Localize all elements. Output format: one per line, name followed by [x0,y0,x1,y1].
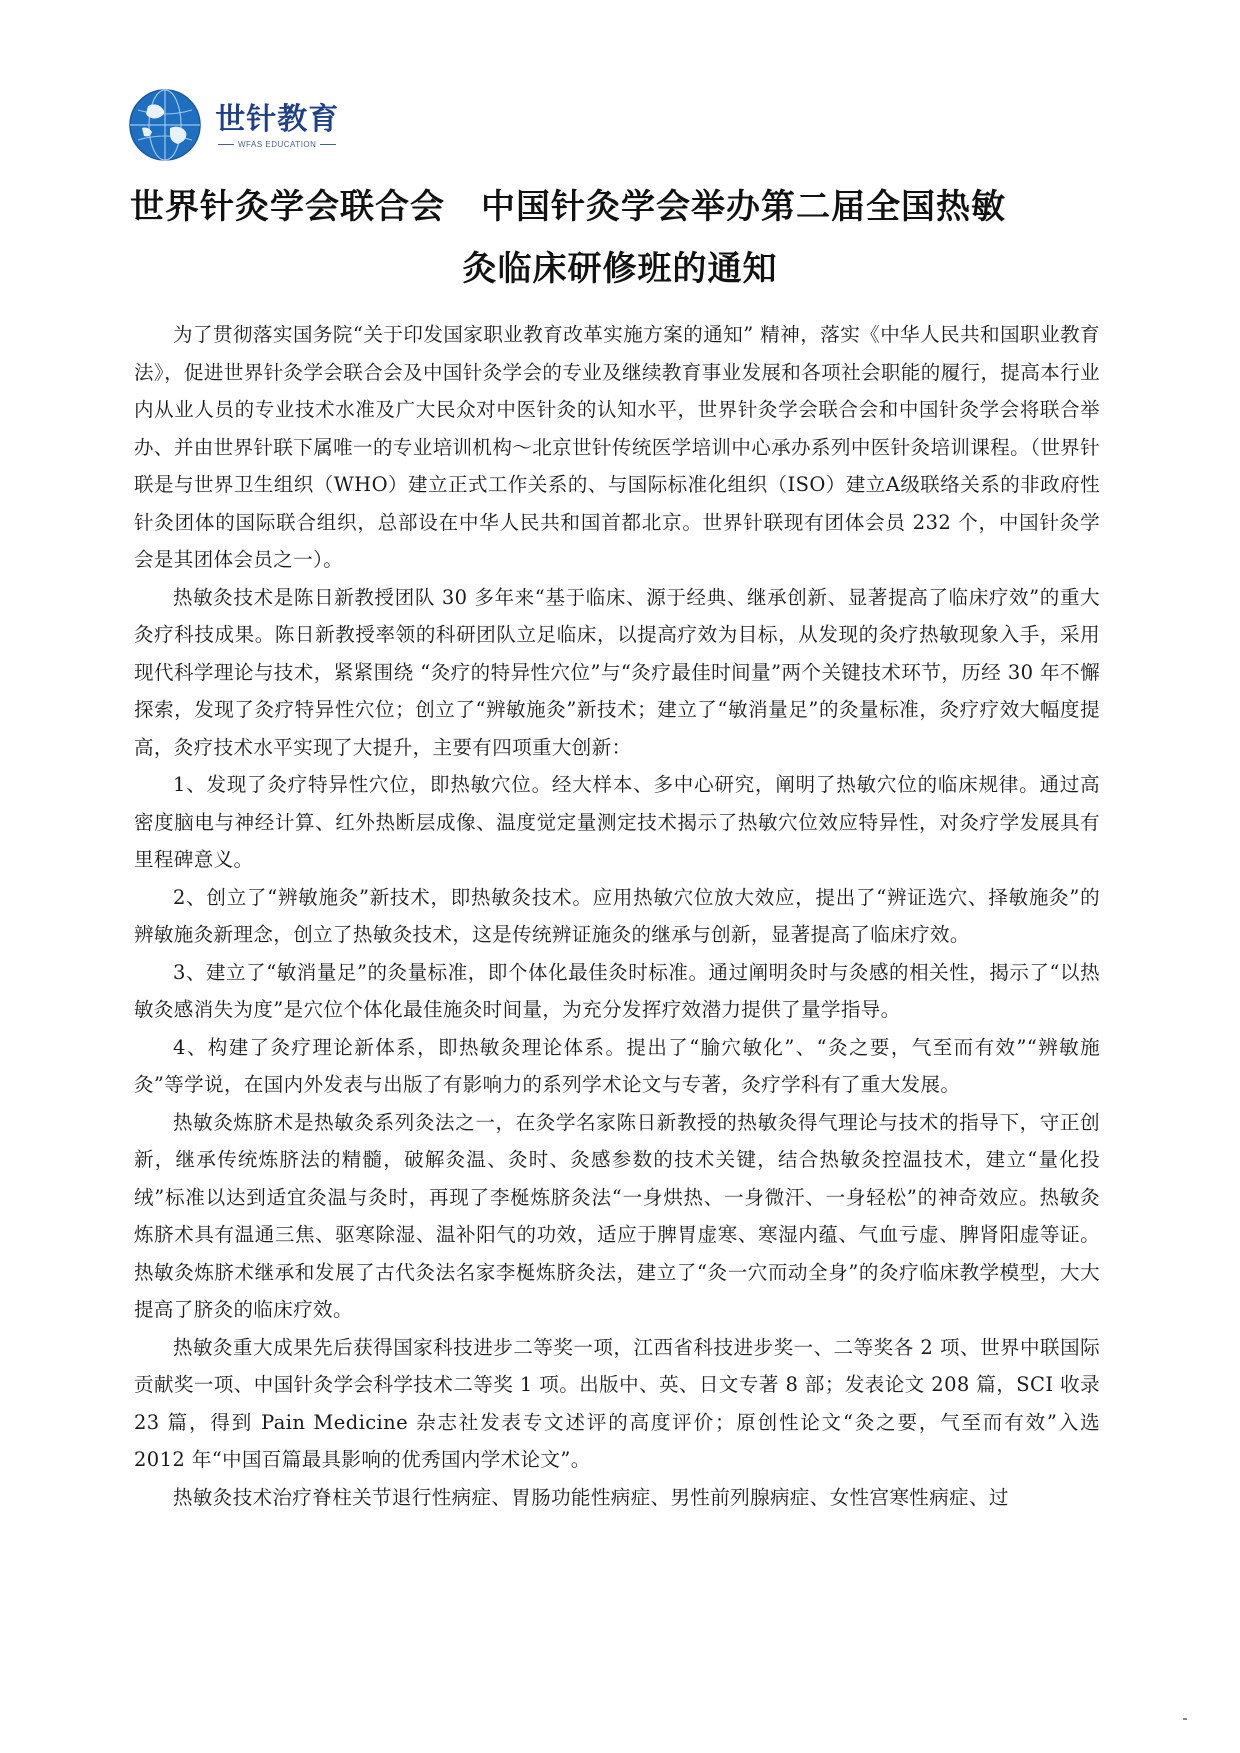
paragraph: 4、构建了灸疗理论新体系，即热敏灸理论体系。提出了“腧穴敏化”、“灸之要，气至而有效”“辨敏施灸”等学说，在国内外发表与出版了有影响力的系列学术论文与专著，灸疗学科有了重大发展。 [134,1035,1100,1096]
logo-chinese-name: 世针教育 [215,101,340,137]
title-part-b: 中国针灸学会举办第二届全国热敏 [481,187,1006,227]
logo-english-name: WFAS EDUCATION [214,140,340,149]
title-line-2: 灸临床研修班的通知 [462,249,778,289]
paragraph: 为了贯彻落实国务院“关于印发国家职业教育改革实施方案的通知” 精神，落实《中华人民共和国职业教育法》，促进世界针灸学会联合会及中国针灸学会的专业及继续教育事业发展和各项社会职能的履行，提高本行业内从业人员的专业技术水准及广大民众对中医针灸的认知水平，世界针灸学会联合会和中国针灸学会将联合举办、并由世界针联下属唯一的专业培训机构～北京世针传统医学培训中心承办系列中医针灸培训课程。（世界针联是与世界卫生组织（WHO）建立正式工作关系的、与国际标准化组织（ISO）建立A级联络关系的非政府性针灸团体的国际联合组织，总部设在中华人民共和国首都北京。世界针联现有团体会员 232 个，中国针灸学会是其团体会员之一）。 [134,323,1100,571]
document-title [130,176,1110,300]
title-line-1 [130,176,1110,238]
paragraph: 2、创立了“辨敏施灸”新技术，即热敏灸技术。应用热敏穴位放大效应，提出了“辨证选穴、择敏施灸”的辨敏施灸新理念，创立了热敏灸技术，这是传统辨证施灸的继承与创新，显著提高了临床疗效。 [134,885,1100,946]
paragraph: 热敏灸技术治疗脊柱关节退行性病症、胃肠功能性病症、男性前列腺病症、女性宫寒性病症、过 [173,1485,1009,1509]
logo [128,88,340,162]
paragraph: 1、发现了灸疗特异性穴位，即热敏穴位。经大样本、多中心研究，阐明了热敏穴位的临床规律。通过高密度脑电与神经计算、红外热断层成像、温度觉定量测定技术揭示了热敏穴位效应特异性，对灸疗学发展具有里程碑意义。 [134,773,1100,871]
logo-text [214,102,340,149]
document-body [134,316,1100,1516]
scan-mark [1183,1718,1187,1720]
title-part-a: 世界针灸学会联合会 [130,187,445,227]
paragraph: 热敏灸炼脐术是热敏灸系列灸法之一，在灸学名家陈日新教授的热敏灸得气理论与技术的指导下，守正创新，继承传统炼脐法的精髓，破解灸温、灸时、灸感参数的技术关键，结合热敏灸控温技术，建立“量化投绒”标准以达到适宜灸温与灸时，再现了李梴炼脐灸法“一身烘热、一身微汗、一身轻松”的神奇效应。热敏灸炼脐术具有温通三焦、驱寒除湿、温补阳气的功效，适应于脾胃虚寒、寒湿内蕴、气血亏虚、脾肾阳虚等证。热敏灸炼脐术继承和发展了古代灸法名家李梴炼脐灸法，建立了“灸一穴而动全身”的灸疗临床教学模型，大大提高了脐灸的临床疗效。 [134,1110,1100,1321]
globe-logo-icon [128,88,202,162]
paragraph: 3、建立了“敏消量足”的灸量标准，即个体化最佳灸时标准。通过阐明灸时与灸感的相关性，揭示了“以热敏灸感消失为度”是穴位个体化最佳施灸时间量，为充分发挥疗效潜力提供了量学指导。 [134,960,1100,1021]
paragraph: 热敏灸技术是陈日新教授团队 30 多年来“基于临床、源于经典、继承创新、显著提高了临床疗效”的重大灸疗科技成果。陈日新教授率领的科研团队立足临床，以提高疗效为目标，从发现的灸疗热敏现象入手，采用现代科学理论与技术，紧紧围绕 “灸疗的特异性穴位”与“灸疗最佳时间量”两个关键技术环节，历经 30 年不懈探索，发现了灸疗特异性穴位；创立了“辨敏施灸”新技术；建立了“敏消量足”的灸量标准，灸疗疗效大幅度提高，灸疗技术水平实现了大提升，主要有四项重大创新： [134,585,1100,759]
paragraph: 热敏灸重大成果先后获得国家科技进步二等奖一项，江西省科技进步奖一、二等奖各 2 项、世界中联国际贡献奖一项、中国针灸学会科学技术二等奖 1 项。出版中、英、日文专著 8 部；发表论文 208 篇，SCI 收录 23 篇，得到 Pain Medicine 杂志社发表专文述评的高度评价；原创性论文“灸之要，气至而有效”入选 2012 年“中国百篇最具影响的优秀国内学术论文”。 [134,1335,1100,1471]
